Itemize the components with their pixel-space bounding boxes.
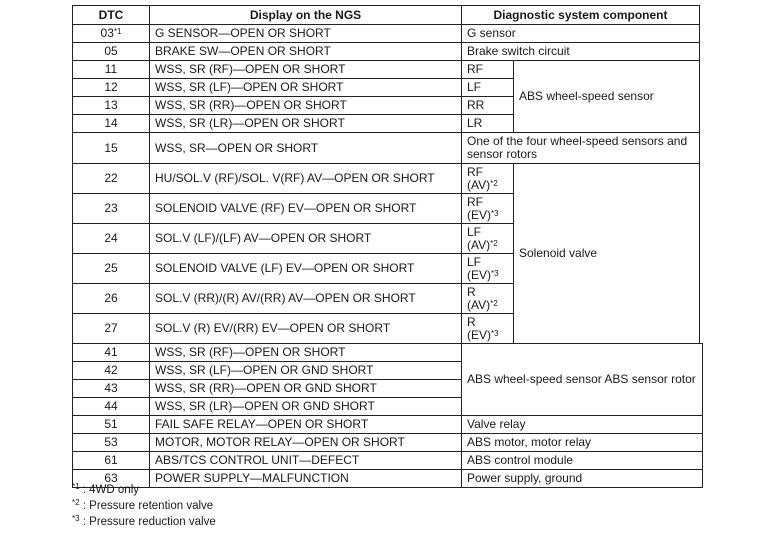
dtc-code: [72, 132, 150, 164]
footnote-text: : Pressure reduction valve: [82, 516, 216, 528]
solenoid-type-text: (EV): [467, 327, 491, 342]
dtc-code-text: 42: [104, 363, 118, 377]
solenoid-type: [467, 329, 499, 342]
footnote-3: [72, 516, 216, 528]
ngs-display: WSS, SR (RF)—OPEN OR SHORT: [149, 343, 462, 362]
ngs-display: MOTOR, MOTOR RELAY—OPEN OR SHORT: [149, 433, 462, 452]
dtc-code: [72, 397, 150, 416]
wheel-position: LF: [461, 78, 514, 97]
dtc-code: [72, 78, 150, 97]
footnote-2: [72, 500, 213, 512]
solenoid-footnote-mark: *3: [491, 268, 499, 278]
ngs-display: WSS, SR (RR)—OPEN OR GND SHORT: [149, 379, 462, 398]
dtc-code-text: 05: [104, 44, 118, 58]
dtc-code-text: 15: [104, 140, 118, 155]
solenoid-position: [461, 163, 514, 194]
dtc-code-text: 51: [104, 417, 118, 431]
dtc-code: [72, 163, 150, 194]
dtc-code: [72, 283, 150, 314]
solenoid-type: [467, 239, 498, 252]
solenoid-type: [467, 299, 498, 312]
dtc-code-text: 13: [104, 98, 118, 112]
ngs-display: WSS, SR (LR)—OPEN OR SHORT: [149, 114, 462, 133]
solenoid-footnote-mark: *3: [491, 208, 499, 218]
wheel-position: RF: [461, 60, 514, 79]
solenoid-type-text: (AV): [467, 177, 491, 192]
footnote-mark: *1: [72, 482, 80, 491]
dtc-code: [72, 343, 150, 362]
footnote-text: : Pressure retention valve: [82, 500, 214, 512]
ngs-display: HU/SOL.V (RF)/SOL. V(RF) AV—OPEN OR SHORT: [149, 163, 462, 194]
component-cell: Power supply, ground: [461, 469, 703, 488]
header-display: Display on the NGS: [149, 5, 462, 25]
ngs-display: SOL.V (RR)/(R) AV/(RR) AV—OPEN OR SHORT: [149, 283, 462, 314]
footnote-mark: *3: [72, 514, 80, 523]
ngs-display: WSS, SR (LF)—OPEN OR GND SHORT: [149, 361, 462, 380]
solenoid-footnote-mark: *2: [490, 298, 498, 308]
wheel-position: LR: [461, 114, 514, 133]
footnote-text: : 4WD only: [82, 484, 140, 496]
component-cell: G sensor: [461, 24, 700, 43]
dtc-code: [72, 60, 150, 79]
dtc-code-text: 12: [104, 80, 118, 94]
ngs-display: ABS/TCS CONTROL UNIT—DEFECT: [149, 451, 462, 470]
ngs-display: WSS, SR (RR)—OPEN OR SHORT: [149, 96, 462, 115]
solenoid-position: [461, 223, 514, 254]
solenoid-footnote-mark: *2: [490, 238, 498, 248]
component-cell: Valve relay: [461, 415, 703, 434]
component-cell: ABS control module: [461, 451, 703, 470]
solenoid-position: [461, 193, 514, 224]
ngs-display: SOL.V (R) EV/(RR) EV—OPEN OR SHORT: [149, 313, 462, 344]
dtc-code: [72, 433, 150, 452]
component-cell: Brake switch circuit: [461, 42, 700, 61]
dtc-code-text: 63: [104, 471, 118, 485]
component-cell: ABS motor, motor relay: [461, 433, 703, 452]
solenoid-position: [461, 313, 514, 344]
dtc-code-text: 23: [104, 201, 118, 215]
solenoid-type: [467, 269, 499, 282]
solenoid-footnote-mark: *3: [491, 328, 499, 338]
header-dtc: DTC: [72, 5, 150, 25]
dtc-code: [72, 415, 150, 434]
dtc-code-text: 14: [104, 116, 118, 130]
dtc-code: [72, 42, 150, 61]
header-component: Diagnostic system component: [461, 5, 700, 25]
dtc-code-text: 03: [100, 26, 114, 40]
ngs-display: WSS, SR—OPEN OR SHORT: [149, 132, 462, 164]
solenoid-pos: RF: [467, 194, 483, 209]
dtc-code-text: 11: [104, 62, 118, 76]
dtc-code: [72, 96, 150, 115]
dtc-code: [72, 193, 150, 224]
solenoid-type: [467, 209, 499, 222]
solenoid-type-text: (EV): [467, 207, 491, 222]
ngs-display: BRAKE SW—OPEN OR SHORT: [149, 42, 462, 61]
component-group: ABS wheel-speed sensor: [513, 60, 700, 133]
solenoid-type-text: (AV): [467, 237, 491, 252]
dtc-code-text: 61: [104, 453, 118, 467]
footnote-1: [72, 484, 139, 496]
ngs-display: G SENSOR—OPEN OR SHORT: [149, 24, 462, 43]
dtc-code-text: 43: [104, 381, 118, 395]
footnote-mark: *2: [72, 498, 80, 507]
dtc-code-text: 26: [104, 291, 118, 305]
solenoid-pos: LF: [467, 224, 482, 239]
dtc-code-text: 22: [104, 171, 118, 185]
solenoid-type-text: (EV): [467, 267, 491, 282]
dtc-footnote-mark: *1: [113, 27, 122, 36]
ngs-display: SOLENOID VALVE (LF) EV—OPEN OR SHORT: [149, 253, 462, 284]
dtc-code: [72, 24, 150, 43]
solenoid-pos: RF: [467, 164, 483, 179]
dtc-code-text: 53: [104, 435, 118, 449]
solenoid-pos: R: [467, 284, 476, 299]
dtc-code: [72, 379, 150, 398]
solenoid-footnote-mark: *2: [490, 178, 498, 188]
solenoid-position: [461, 283, 514, 314]
dtc-code-text: 41: [104, 345, 118, 359]
dtc-code-text: 44: [104, 399, 118, 413]
ngs-display: FAIL SAFE RELAY—OPEN OR SHORT: [149, 415, 462, 434]
ngs-display: SOL.V (LF)/(LF) AV—OPEN OR SHORT: [149, 223, 462, 254]
solenoid-pos: R: [467, 314, 476, 329]
component-group: ABS wheel-speed sensor ABS sensor rotor: [461, 343, 703, 416]
dtc-code: [72, 253, 150, 284]
ngs-display: WSS, SR (RF)—OPEN OR SHORT: [149, 60, 462, 79]
dtc-code-text: 24: [104, 231, 118, 245]
dtc-code: [72, 223, 150, 254]
wheel-position: RR: [461, 96, 514, 115]
dtc-code: [72, 313, 150, 344]
ngs-display: POWER SUPPLY—MALFUNCTION: [149, 469, 462, 488]
component-group: Solenoid valve: [513, 163, 700, 344]
solenoid-type: [467, 179, 498, 192]
solenoid-pos: LF: [467, 254, 482, 269]
dtc-code: [72, 451, 150, 470]
ngs-display: WSS, SR (LF)—OPEN OR SHORT: [149, 78, 462, 97]
ngs-display: SOLENOID VALVE (RF) EV—OPEN OR SHORT: [149, 193, 462, 224]
solenoid-position: [461, 253, 514, 284]
dtc-code: [72, 361, 150, 380]
dtc-code-text: 25: [104, 261, 118, 275]
solenoid-type-text: (AV): [467, 297, 491, 312]
dtc-code-text: 27: [104, 321, 118, 335]
dtc-code: [72, 114, 150, 133]
ngs-display: WSS, SR (LR)—OPEN OR GND SHORT: [149, 397, 462, 416]
component-cell: One of the four wheel-speed sensors and sensor rotors: [461, 132, 700, 164]
